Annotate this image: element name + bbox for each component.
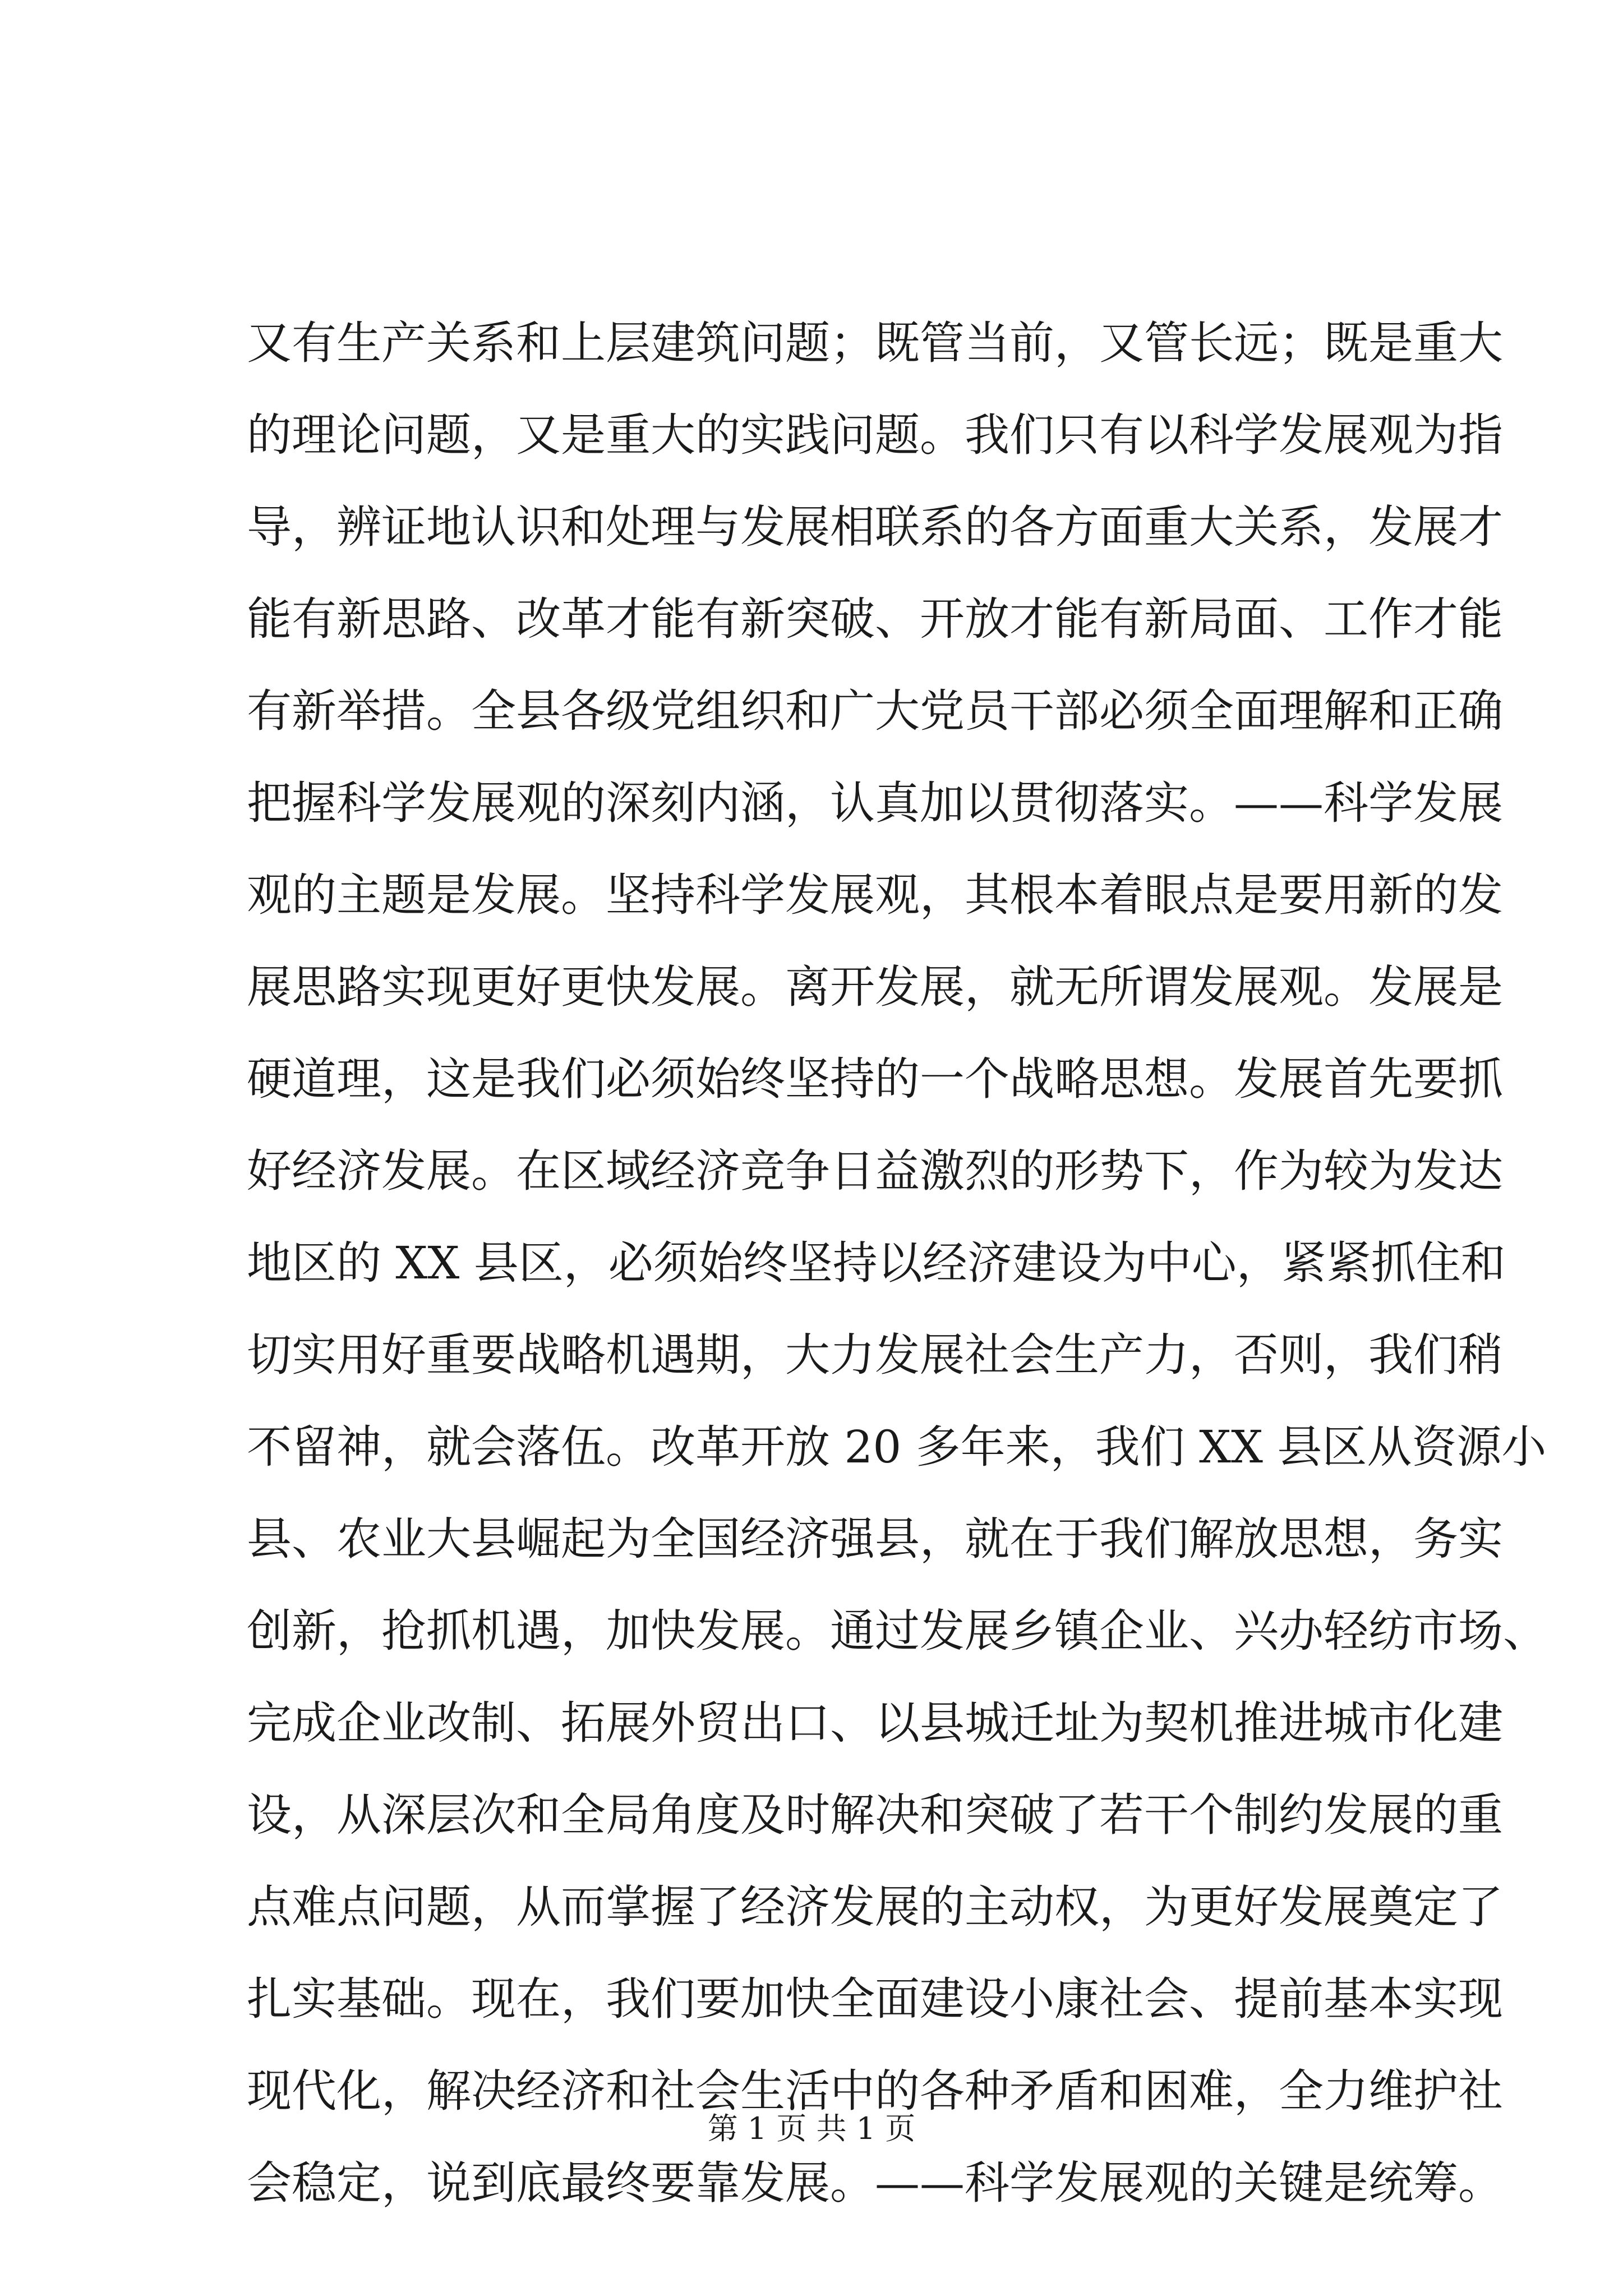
text-line: 有新举措。全县各级党组织和广大党员干部必须全面理解和正确 [247, 685, 1503, 737]
text-line: 现代化，解决经济和社会生活中的各种矛盾和困难，全力维护社 [247, 2065, 1503, 2117]
text-line: 观的主题是发展。坚持科学发展观，其根本着眼点是要用新的发 [247, 869, 1503, 921]
text-line: 好经济发展。在区域经济竞争日益激烈的形势下，作为较为发达 [247, 1145, 1503, 1197]
text-line: 能有新思路、改革才能有新突破、开放才能有新局面、工作才能 [247, 593, 1503, 645]
text-line: 导，辨证地认识和处理与发展相联系的各方面重大关系，发展才 [247, 501, 1503, 553]
text-line: 地区的 XX 县区，必须始终坚持以经济建设为中心，紧紧抓住和 [247, 1237, 1506, 1289]
text-line: 展思路实现更好更快发展。离开发展，就无所谓发展观。发展是 [247, 961, 1503, 1013]
text-line: 扎实基础。现在，我们要加快全面建设小康社会、提前基本实现 [247, 1973, 1503, 2025]
text-line: 又有生产关系和上层建筑问题；既管当前，又管长远；既是重大 [247, 317, 1503, 369]
text-line: 把握科学发展观的深刻内涵，认真加以贯彻落实。——科学发展 [247, 777, 1503, 829]
page-number-footer: 第 1 页 共 1 页 [707, 2111, 916, 2146]
text-line: 会稳定，说到底最终要靠发展。——科学发展观的关键是统筹。 [247, 2157, 1503, 2209]
text-line: 点难点问题，从而掌握了经济发展的主动权，为更好发展奠定了 [247, 1881, 1503, 1933]
text-line: 创新，抢抓机遇，加快发展。通过发展乡镇企业、兴办轻纺市场、 [247, 1605, 1548, 1657]
text-line: 设，从深层次和全局角度及时解决和突破了若干个制约发展的重 [247, 1789, 1503, 1841]
text-line: 的理论问题，又是重大的实践问题。我们只有以科学发展观为指 [247, 409, 1503, 461]
text-line: 完成企业改制、拓展外贸出口、以县城迁址为契机推进城市化建 [247, 1697, 1503, 1749]
document-body [247, 297, 1548, 2229]
text-line: 切实用好重要战略机遇期，大力发展社会生产力，否则，我们稍 [247, 1329, 1503, 1381]
text-line: 硬道理，这是我们必须始终坚持的一个战略思想。发展首先要抓 [247, 1053, 1503, 1105]
text-line: 不留神，就会落伍。改革开放 20 多年来，我们 XX 县区从资源小 [247, 1421, 1547, 1473]
text-line: 县、农业大县崛起为全国经济强县，就在于我们解放思想，务实 [247, 1513, 1503, 1565]
